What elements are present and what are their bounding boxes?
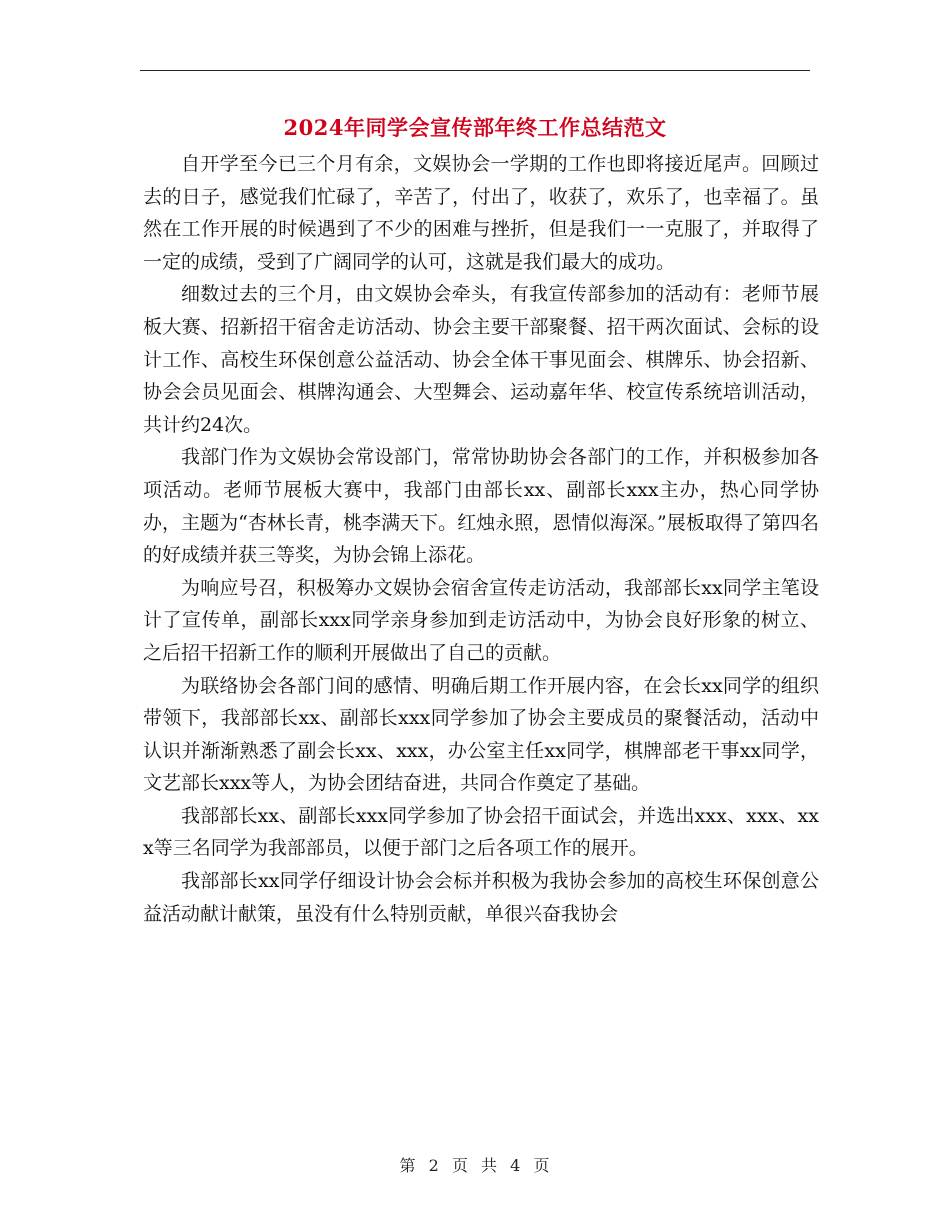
footer-prefix: 第 [399,1156,417,1175]
paragraph-3: 我部门作为文娱协会常设部门，常常协助协会各部门的工作，并积极参加各项活动。老师节展板大赛中，我部门由部长xx、副部长xxx主办，热心同学协办，主题为“杏林长青，桃李满天下。红烛永照，恩情似海深。”展板取得了第四名的好成绩并获三等奖，为协会锦上添花。 [143,446,819,567]
footer-suffix: 页 [533,1156,551,1175]
footer-page-number: 2 [428,1156,440,1175]
footer-total-pages: 4 [510,1156,522,1175]
paragraph-1: 自开学至今已三个月有余，文娱协会一学期的工作也即将接近尾声。回顾过去的日子，感觉我们忙碌了，辛苦了，付出了，收获了，欢乐了，也幸福了。虽然在工作开展的时候遇到了不少的困难与挫折，但是我们一一克服了，并取得了一定的成绩，受到了广阔同学的认可，这就是我们最大的成功。 [143,153,819,273]
paragraph-2: 细数过去的三个月，由文娱协会牵头，有我宣传部参加的活动有：老师节展板大赛、招新招干宿舍走访活动、协会主要干部聚餐、招干两次面试、会标的设计工作、高校生环保创意公益活动、协会全体干事见面会、棋牌乐、协会招新、协会会员见面会、棋牌沟通会、大型舞会、运动嘉年华、校宣传系统培训活动，共计约24次。 [143,283,819,436]
header-rule [140,70,810,71]
page-footer [0,1153,950,1176]
document-title: 2024年同学会宣传部年终工作总结范文 [283,115,667,140]
paragraph-7: 我部部长xx同学仔细设计协会会标并积极为我协会参加的高校生环保创意公益活动献计献策，虽没有什么特别贡献，单很兴奋我协会 [143,870,819,925]
paragraph-5: 为联络协会各部门间的感情、明确后期工作开展内容，在会长xx同学的组织带领下，我部部长xx、副部长xxx同学参加了协会主要成员的聚餐活动，活动中认识并渐渐熟悉了副会长xx、xxx，办公室主任xx同学，棋牌部老干事xx同学，文艺部长xxx等人，为协会团结奋进，共同合作奠定了基础。 [143,674,819,795]
paragraph-4: 为响应号召，积极筹办文娱协会宿舍宣传走访活动，我部部长xx同学主笔设计了宣传单，副部长xxx同学亲身参加到走访活动中，为协会良好形象的树立、之后招干招新工作的顺利开展做出了自己的贡献。 [143,576,819,664]
document-body [143,148,819,930]
footer-page-word: 页 [451,1156,469,1175]
footer-total-word: 共 [481,1156,499,1175]
paragraph-6: 我部部长xx、副部长xxx同学参加了协会招干面试会，并选出xxx、xxx、xxx等三名同学为我部部员，以便于部门之后各项工作的展开。 [143,804,819,860]
